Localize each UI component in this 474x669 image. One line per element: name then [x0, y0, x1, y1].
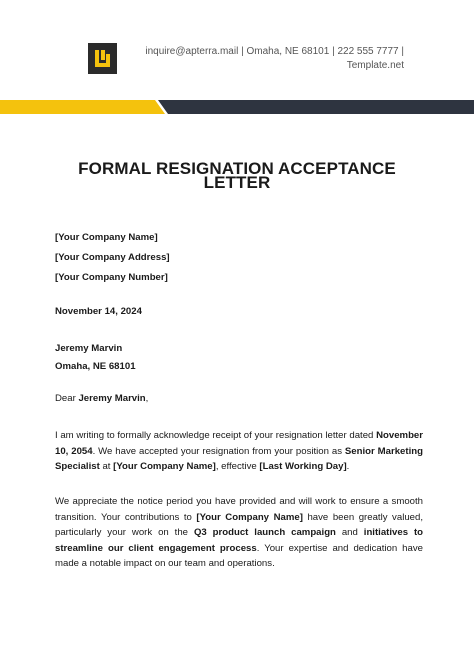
p2-company: [Your Company Name] [196, 511, 303, 523]
p1-text-1: I am writing to formally acknowledge receipt of your resignation letter dated [55, 430, 377, 441]
title-line-2: LETTER [203, 173, 271, 192]
salutation-prefix: Dear [55, 393, 79, 404]
company-address: [Your Company Address] [55, 252, 170, 263]
salutation-name: Jeremy Marvin [78, 393, 146, 404]
p1-text-5: . [346, 461, 350, 472]
company-logo-icon [88, 43, 117, 74]
p2-campaign: Q3 product launch campaign [193, 527, 336, 538]
recipient-block [55, 340, 423, 376]
company-details [55, 228, 423, 288]
p1-text-2: . We have accepted your resignation from your position as [92, 445, 345, 457]
p2-text-2: have been greatly valued, particularly your work on the [55, 511, 423, 538]
paragraph-appreciation [55, 494, 423, 572]
p2-text-1: We appreciate the notice period you have provided and will work to ensure a smooth transition. Your contributions to [55, 496, 423, 523]
salutation [55, 393, 423, 404]
p2-text-3: and [335, 527, 364, 538]
letter-date [55, 305, 423, 319]
paragraph-acknowledgement [55, 428, 423, 475]
logo-mark [88, 43, 117, 74]
p1-text-3: at [99, 461, 114, 472]
title-line-1: FORMAL RESIGNATION ACCEPTANCE [78, 159, 396, 178]
letter-title [40, 159, 434, 192]
contact-line-1: inquire@apterra.mail | Omaha, NE 68101 | 222 555 7777 | [145, 46, 404, 57]
p2-text-4: . Your expertise and dedication have made a notable impact on our team and operations. [55, 542, 423, 569]
p1-position: Senior Marketing Specialist [55, 445, 423, 472]
contact-line-2: Template.net [346, 60, 404, 71]
header-banner [0, 100, 474, 114]
company-number: [Your Company Number] [55, 272, 168, 283]
p2-initiatives: initiatives to streamline our client engagement process [55, 527, 424, 554]
company-name: [Your Company Name] [55, 232, 158, 243]
p1-last-day: [Last Working Day] [259, 461, 347, 472]
recipient-city: Omaha, NE 68101 [55, 361, 136, 372]
p1-company: [Your Company Name] [113, 461, 216, 472]
recipient-name: Jeremy Marvin [55, 343, 123, 354]
p1-text-4: , effective [215, 461, 260, 472]
date-text: November 14, 2024 [55, 306, 142, 317]
p1-resignation-date: November 10, 2054 [55, 430, 423, 457]
contact-info [144, 45, 404, 73]
banner-stripes [0, 100, 474, 114]
salutation-suffix: , [145, 393, 149, 404]
